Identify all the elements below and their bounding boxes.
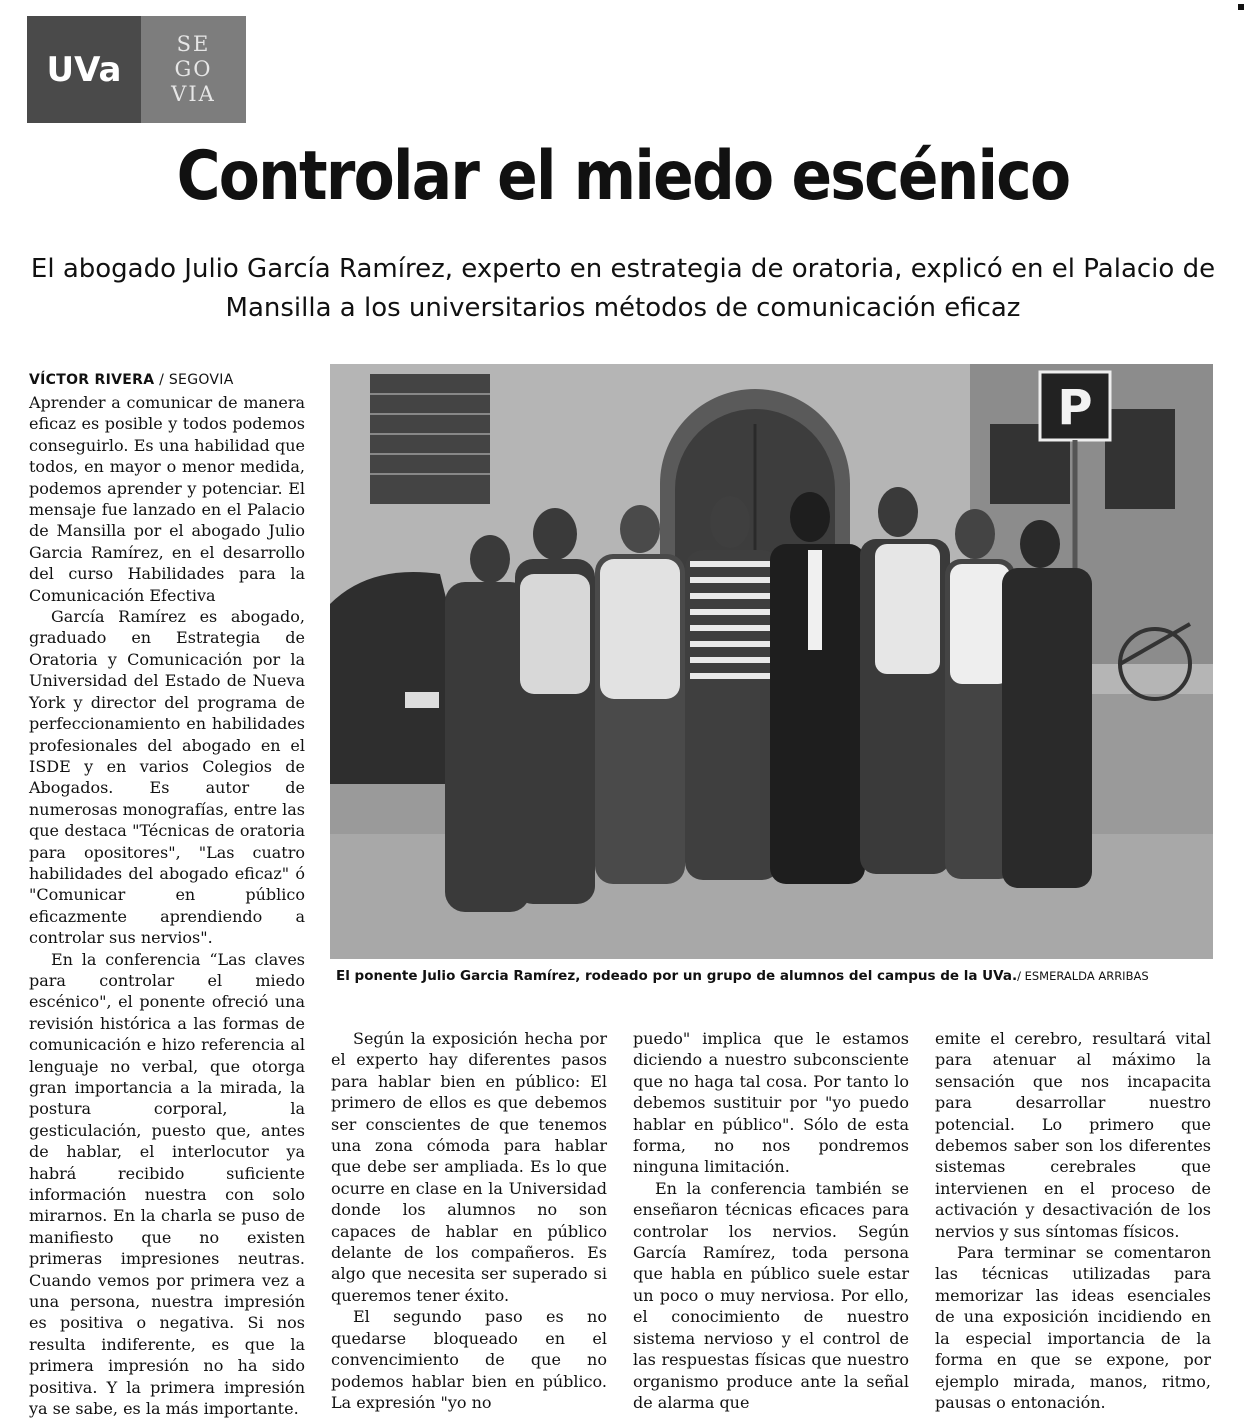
subheadline: El abogado Julio García Ramírez, experto en estrategia de oratoria, explicó en el Palacio de Mansilla a los universitarios métodos de comunicación eficaz	[30, 254, 1216, 323]
byline-location: SEGOVIA	[168, 372, 234, 388]
uva-segovia-logo	[27, 16, 246, 123]
paragraph: puedo" implica que le estamos diciendo a nuestro subconsciente que no haga tal cosa. Por tanto lo debemos sustituir por "yo puedo hablar en público". Sólo de esta forma, no nos pondremos ninguna limitación.	[633, 1029, 909, 1177]
paragraph: emite el cerebro, resultará vital para atenuar al máximo la sensación que nos incapacita para desarrollar nuestro potencial. Lo primero que debemos saber son los diferentes sistemas cerebrales que intervienen en el proceso de activación y desactivación de los nervios y sus síntomas físicos.	[935, 1029, 1211, 1241]
byline-author: VÍCTOR RIVERA	[29, 372, 155, 388]
corner-mark	[1238, 4, 1244, 10]
headline: Controlar el miedo escénico	[176, 137, 1070, 216]
paragraph: García Ramírez es abogado, graduado en Estrategia de Oratoria y Comunicación por la Universidad del Estado de Nueva York y director del programa de perfeccionamiento en habilidades profesionales del abogado en el ISDE y en varios Colegios de Abogados. Es autor de numerosas monografías, entre las que destaca "Técnicas de oratoria para opositores", "Las cuatro habilidades del abogado eficaz" ó "Comunicar en público eficazmente aprendiendo a controlar sus nervios".	[29, 607, 305, 948]
logo-city-line: SE	[176, 32, 211, 56]
caption-credit: / ESMERALDA ARRIBAS	[1017, 969, 1149, 983]
article-column-4	[935, 1028, 1211, 1413]
group-photo	[330, 364, 1213, 959]
photo-caption	[336, 968, 1216, 984]
byline-separator: /	[154, 372, 169, 388]
logo-city	[141, 16, 246, 123]
article-column-2	[331, 1028, 607, 1413]
paragraph: El segundo paso es no quedarse bloqueado en el convencimiento de que no podemos hablar bien en público. La expresión "yo no	[331, 1307, 607, 1412]
logo-brand: UVa	[27, 16, 141, 123]
parking-sign-letter: P	[1057, 380, 1093, 436]
logo-city-line: VIA	[171, 82, 216, 106]
paragraph: Aprender a comunicar de manera eficaz es posible y todos podemos conseguirlo. Es una habilidad que todos, en mayor o menor medida, podemos aprender y potenciar. El mensaje fue lanzado en el Palacio de Mansilla por el abogado Julio Garcia Ramírez, en el desarrollo del curso Habilidades para la Comunicación Efectiva	[29, 393, 305, 605]
group-photo-drawing	[330, 364, 1213, 959]
byline	[29, 372, 234, 388]
paragraph: En la conferencia “Las claves para controlar el miedo escénico", el ponente ofreció una revisión histórica a las formas de comunicación e hizo referencia al lenguaje no verbal, que otorga gran importancia a la mirada, la postura corporal, la gesticulación, puesto que, antes de hablar, el interlocutor ya habrá recibido suficiente información nuestra con solo mirarnos. En la charla se puso de manifiesto que no existen primeras impresiones neutras. Cuando vemos por primera vez a una persona, nuestra impresión es positiva o negativa. Si nos resulta indiferente, es que la primera impresión no ha sido positiva. Y la primera impresión ya se sabe, es la más importante.	[29, 949, 305, 1419]
paragraph: Para terminar se comentaron las técnicas utilizadas para memorizar las ideas esenciales de una exposición incidiendo en la especial importancia de la forma en que se expone, por ejemplo mirada, manos, ritmo, pausas o entonación.	[935, 1243, 1211, 1412]
paragraph: En la conferencia también se enseñaron técnicas eficaces para controlar los nervios. Según García Ramírez, toda persona que habla en público suele estar un poco o muy nerviosa. Por ello, el conocimiento de nuestro sistema nervioso y el control de las respuestas físicas que nuestro organismo produce ante la señal de alarma que	[633, 1178, 909, 1412]
article-column-3	[633, 1028, 909, 1413]
logo-city-line: GO	[174, 57, 213, 81]
paragraph: Según la exposición hecha por el experto hay diferentes pasos para hablar bien en público: El primero de ellos es que debemos ser conscientes de que tenemos una zona cómoda para hablar que debe ser ampliada. Es lo que ocurre en clase en la Universidad donde los alumnos no son capaces de hablar en público delante de los compañeros. Es algo que necesita ser superado si queremos tener éxito.	[331, 1029, 607, 1305]
caption-text: El ponente Julio Garcia Ramírez, rodeado por un grupo de alumnos del campus de la UVa.	[336, 968, 1018, 984]
article-column-1	[29, 392, 305, 1420]
